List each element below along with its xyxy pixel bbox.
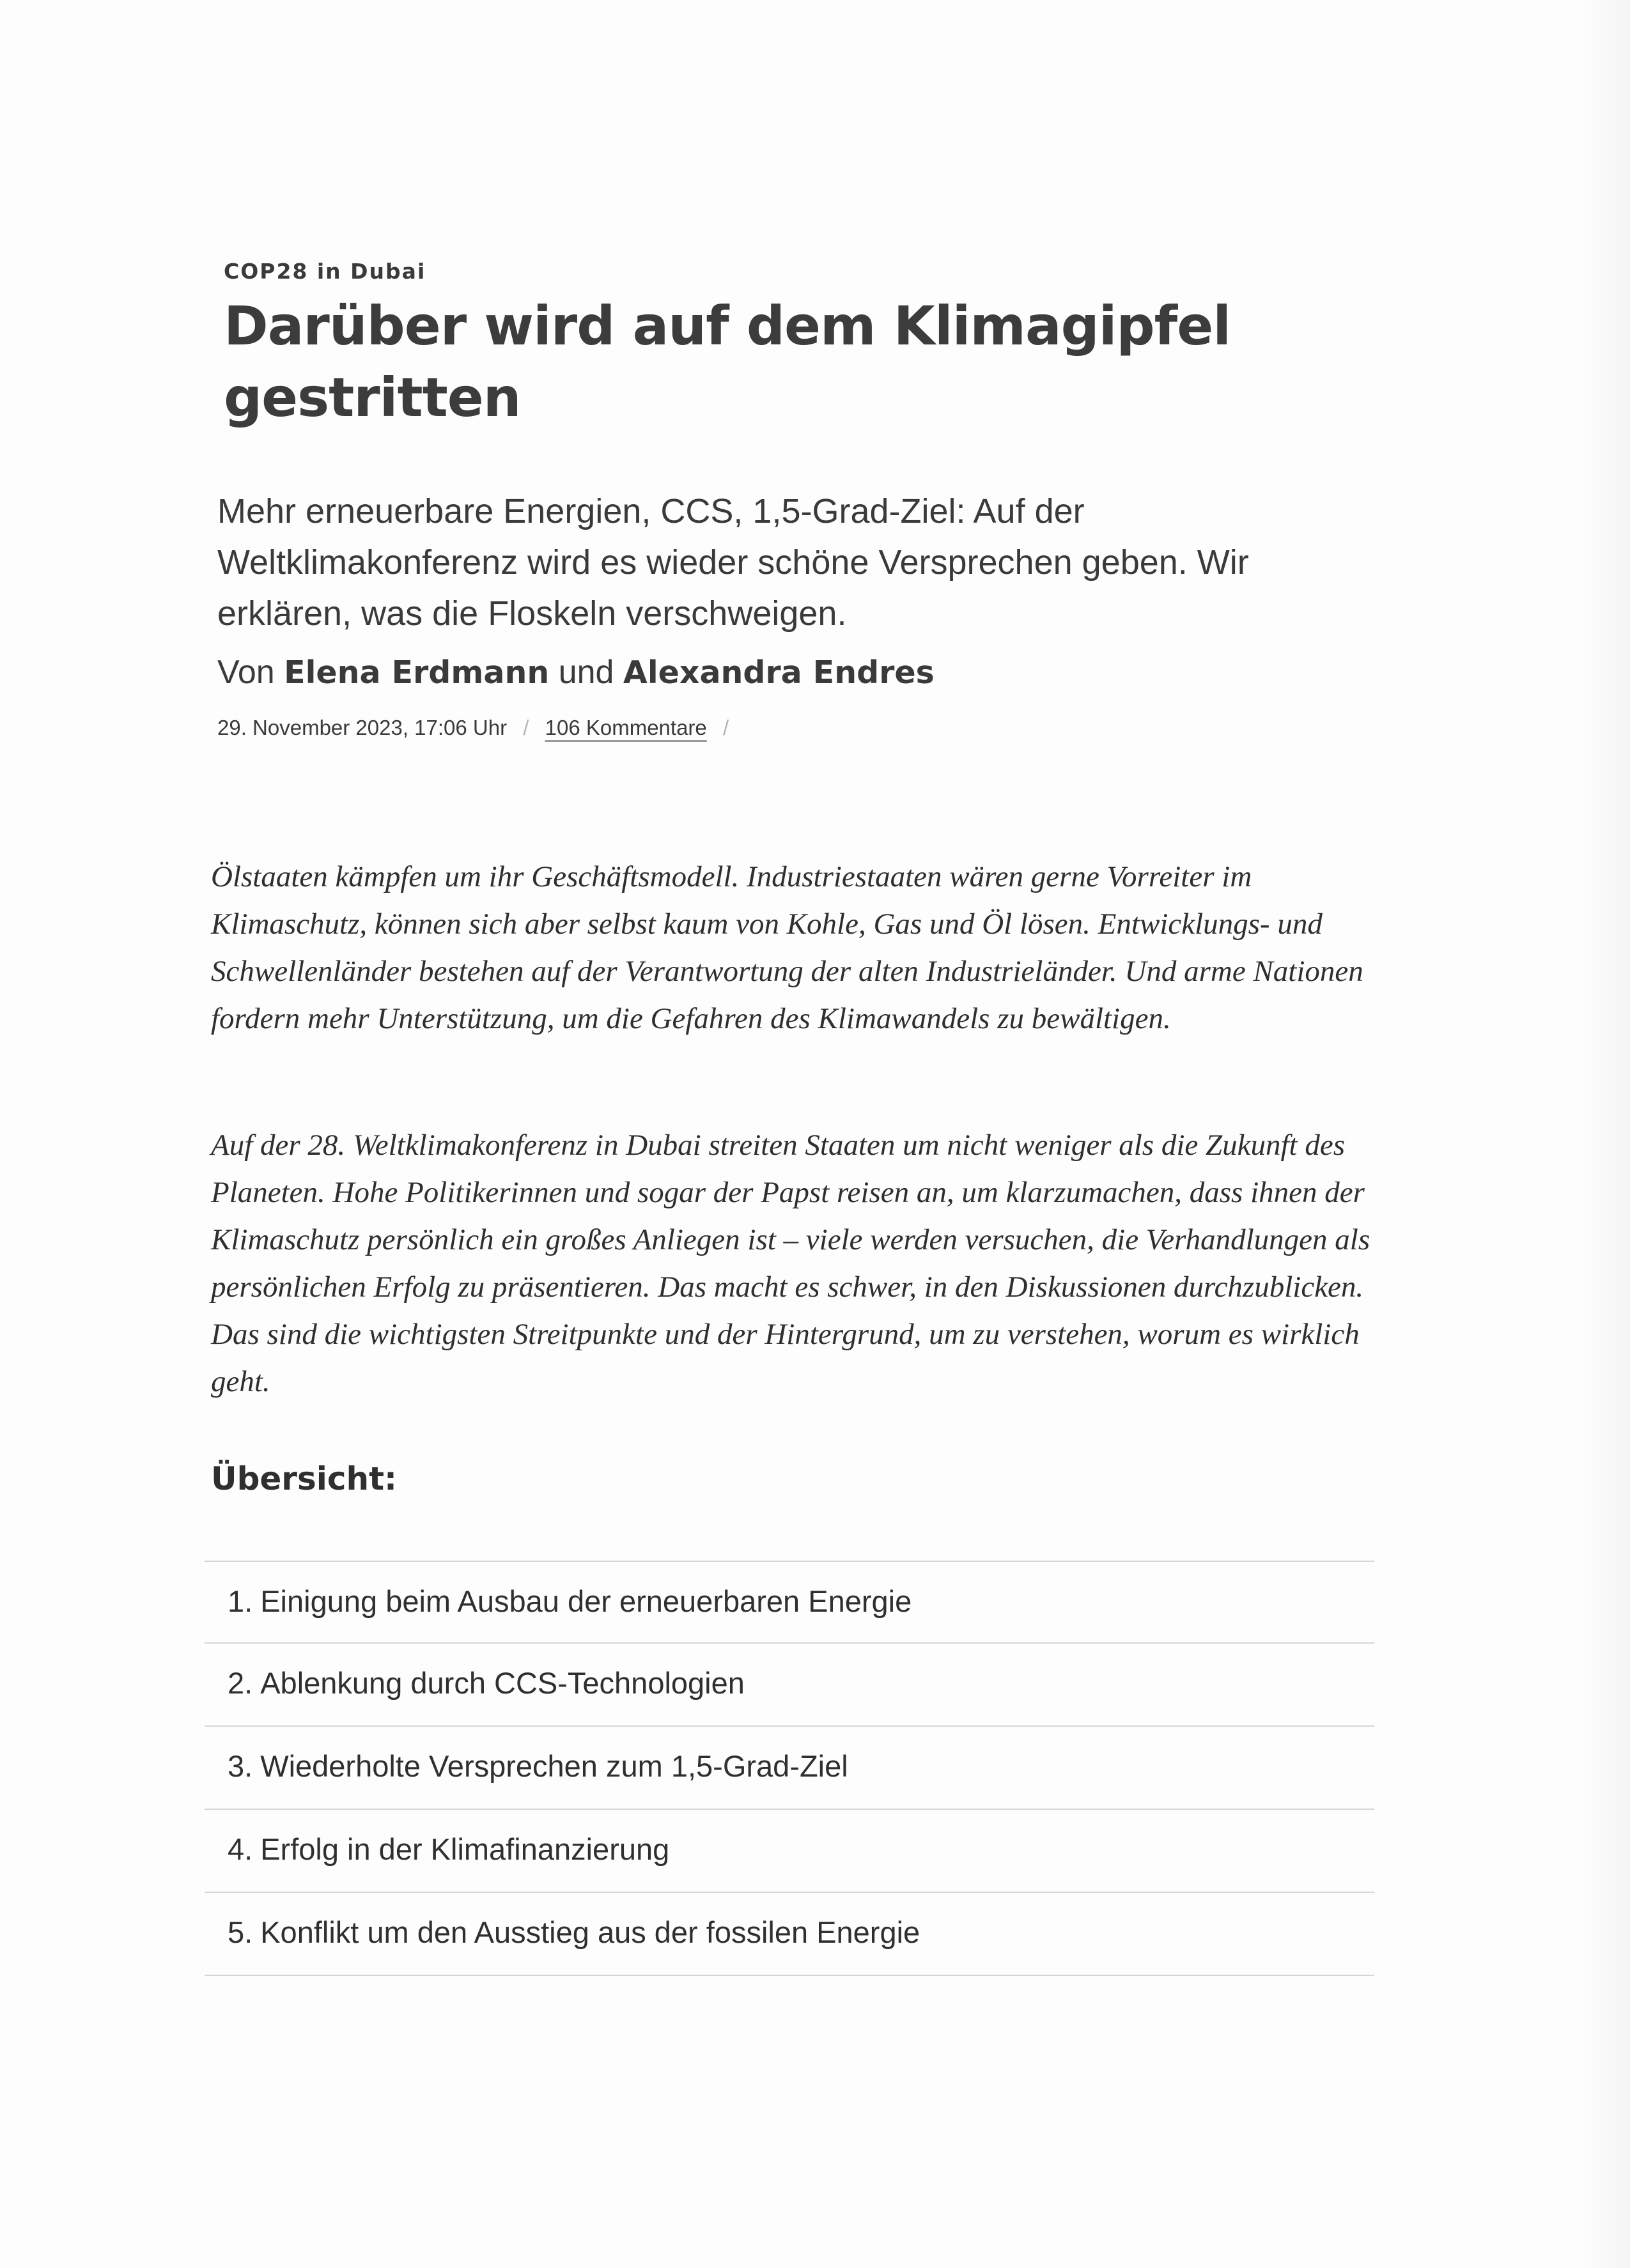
toc-item bbox=[205, 1561, 1374, 1644]
meta-separator-trailing: / bbox=[722, 716, 729, 739]
byline-prefix: Von bbox=[217, 654, 275, 691]
toc-item bbox=[205, 1810, 1374, 1893]
article-summary: Mehr erneuerbare Energien, CCS, 1,5-Grad-Ziel: Auf der Weltklimakonferenz wird es wieder schöne Versprechen geben. Wir erklären, was die Floskeln verschweigen. bbox=[217, 492, 1249, 633]
scan-shadow bbox=[1579, 0, 1630, 2268]
toc-item bbox=[205, 1644, 1374, 1727]
toc-item bbox=[205, 1893, 1374, 1976]
byline-connector: und bbox=[558, 654, 614, 691]
article-header bbox=[211, 259, 1381, 740]
article-meta bbox=[217, 716, 1381, 740]
toc-link-4[interactable]: 4. Erfolg in der Klimafinanzierung bbox=[228, 1832, 670, 1866]
publish-date: 29. November 2023, 17:06 Uhr bbox=[217, 716, 508, 739]
author-link-2[interactable]: Alexandra Endres bbox=[623, 654, 935, 691]
toc-link-2[interactable]: 2. Ablenkung durch CCS-Technologien bbox=[228, 1666, 745, 1700]
comments-link[interactable]: 106 Kommentare bbox=[545, 716, 707, 739]
body-paragraph: Auf der 28. Weltklimakonferenz in Dubai streiten Staaten um nicht weniger als die Zukunft des Planeten. Hohe Politikerinnen und sogar der Papst reisen an, um klarzumachen, dass ihnen der Klimaschutz persönlich ein großes Anliegen ist – viele werden versuchen, die Verhandlungen als persönlichen Erfolg zu präsentieren. Das macht es schwer, in den Diskussionen durchzublicken. Das sind die wichtigsten Streitpunkte und der Hintergrund, um zu verstehen, worum es wirklich geht. bbox=[211, 1129, 1370, 1398]
byline bbox=[217, 653, 1381, 691]
article-kicker: COP28 in Dubai bbox=[224, 259, 426, 284]
author-link-1[interactable]: Elena Erdmann bbox=[284, 654, 550, 691]
meta-separator: / bbox=[523, 716, 529, 739]
toc-link-5[interactable]: 5. Konflikt um den Ausstieg aus der fossilen Energie bbox=[228, 1915, 920, 1949]
toc-item bbox=[205, 1727, 1374, 1810]
article-headline: Darüber wird auf dem Klimagipfel gestritten bbox=[224, 295, 1230, 429]
table-of-contents bbox=[205, 1561, 1374, 1976]
body-paragraph: Ölstaaten kämpfen um ihr Geschäftsmodell. Industriestaaten wären gerne Vorreiter im Klimaschutz, können sich aber selbst kaum von Kohle, Gas und Öl lösen. Entwicklungs- und Schwellenländer bestehen auf der Verantwortung der alten Industrieländer. Und arme Nationen fordern mehr Unterstützung, um die Gefahren des Klimawandels zu bewältigen. bbox=[211, 860, 1363, 1035]
toc-link-1[interactable]: 1. Einigung beim Ausbau der erneuerbaren Energie bbox=[228, 1584, 912, 1618]
toc-link-3[interactable]: 3. Wiederholte Versprechen zum 1,5-Grad-Ziel bbox=[228, 1749, 848, 1783]
toc-title: Übersicht: bbox=[211, 1460, 397, 1497]
